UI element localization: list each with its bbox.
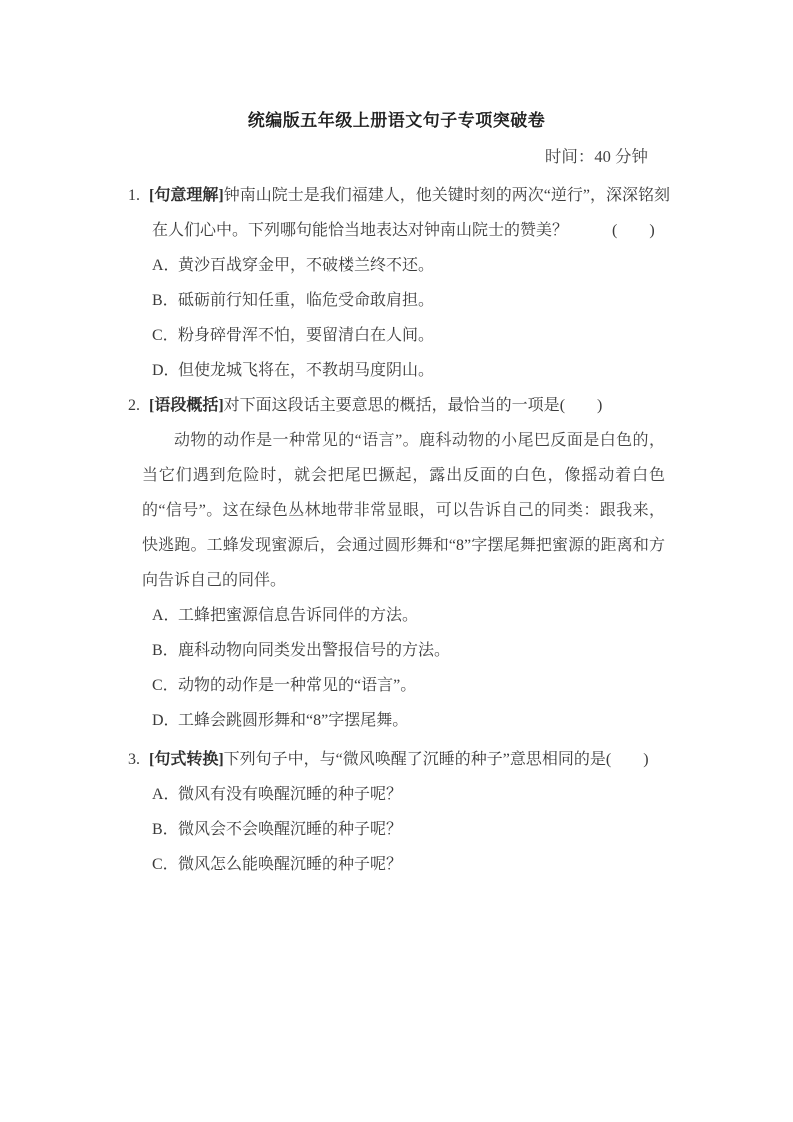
option-b [128,633,670,668]
question-tag: [语段概括] [149,397,224,414]
option-label: C． [152,677,179,694]
question-stem-text: 下列句子中，与“微风唤醒了沉睡的种子”意思相同的是 [223,751,606,768]
option-text: 但使龙城飞将在，不教胡马度阴山。 [178,362,435,379]
question-stem-text: 对下面这段话主要意思的概括，最恰当的一项是 [223,397,560,414]
option-label: B． [152,642,179,659]
option-text: 工蜂把蜜源信息告诉同伴的方法。 [178,607,419,624]
page-title: 统编版五年级上册语文句子专项突破卷 [247,111,546,130]
option-text: 鹿科动物向同类发出警报信号的方法。 [178,642,451,659]
option-label: A． [152,786,180,803]
option-text: 工蜂会跳圆形舞和“8”字摆尾舞。 [178,712,409,729]
option-a [128,777,670,812]
question-number: 1. [128,187,140,204]
option-text: 砥砺前行知任重，临危受命敢肩担。 [178,292,435,309]
question-2 [128,388,670,738]
option-label: B． [152,821,179,838]
option-text: 动物的动作是一种常见的“语言”。 [178,677,417,694]
option-d [128,353,670,388]
reading-passage: 动物的动作是一种常见的“语言”。鹿科动物的小尾巴反面是白色的，当它们遇到危险时，就会把尾巴撅起，露出反面的白色，像摇动着白色的“信号”。这在绿色丛林地带非常显眼，可以告诉自己的同类：跟我来，快逃跑。工蜂发现蜜源后，会通过圆形舞和“8”字摆尾舞把蜜源的距离和方向告诉自己的同伴。 [142,432,665,589]
option-label: D． [152,362,180,379]
option-b [128,812,670,847]
option-label: C． [152,856,179,873]
option-label: A． [152,607,180,624]
question-number: 2. [128,397,140,414]
option-text: 微风会不会唤醒沉睡的种子呢？ [178,821,403,838]
question-3-options [128,777,670,882]
answer-blank: ( ) [605,751,649,768]
option-label: B． [152,292,179,309]
question-tag: [句意理解] [149,187,224,204]
option-label: C． [152,327,179,344]
question-1 [128,178,670,388]
option-b [128,283,670,318]
time-limit-label: 时间：40 分钟 [544,147,648,166]
option-label: D． [152,712,180,729]
question-2-options [128,598,670,738]
answer-blank: ( ) [559,397,603,414]
question-stem-text: 钟南山院士是我们福建人，他关键时刻的两次“逆行”，深深铭刻在人们心中。下列哪句能恰当地表达对钟南山院士的赞美？ [152,187,670,239]
option-text: 微风有没有唤醒沉睡的种子呢？ [178,786,403,803]
question-tag: [句式转换] [149,751,224,768]
option-a [128,598,670,633]
answer-blank: ( ) [612,222,655,239]
question-1-stem [128,178,670,248]
question-1-options [128,248,670,388]
option-text: 黄沙百战穿金甲，不破楼兰终不还。 [178,257,435,274]
option-c [128,318,670,353]
question-2-stem [128,388,670,423]
option-c [128,668,670,703]
question-3 [128,742,670,882]
option-d [128,703,670,738]
option-a [128,248,670,283]
option-text: 微风怎么能唤醒沉睡的种子呢？ [178,856,403,873]
option-label: A． [152,257,180,274]
option-text: 粉身碎骨浑不怕，要留清白在人间。 [178,327,435,344]
option-c [128,847,670,882]
exam-body [128,178,670,882]
question-number: 3. [128,751,140,768]
question-3-stem [128,742,670,777]
